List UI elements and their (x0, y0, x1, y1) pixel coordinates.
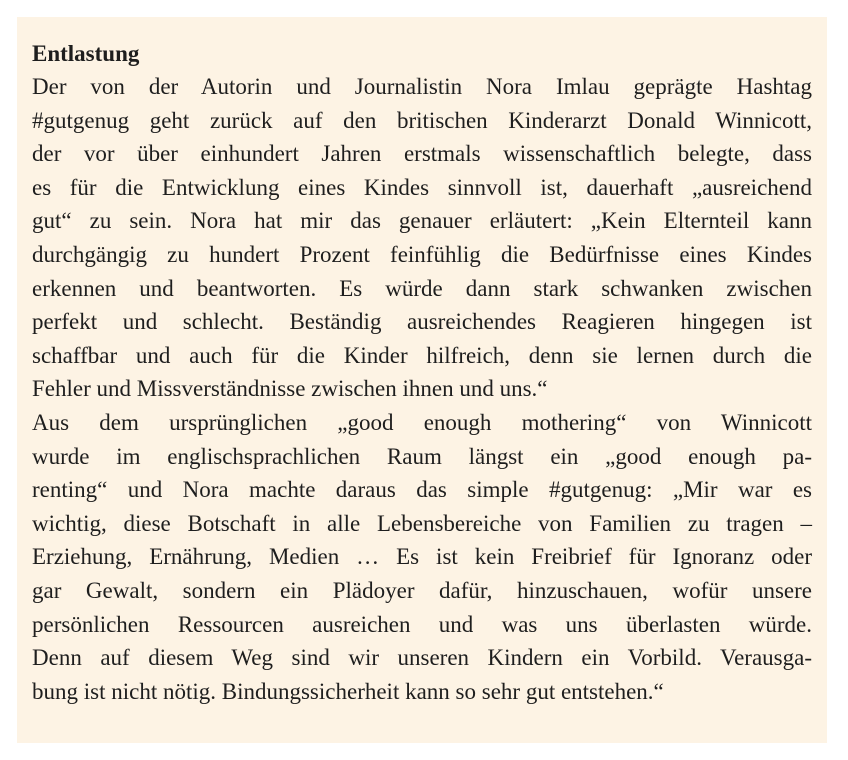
text-line: perfekt und schlecht. Beständig ausreichendes Reagieren hingegen ist (32, 309, 812, 335)
paragraph-2 (32, 406, 812, 708)
text-line: bung ist nicht nötig. Bindungssicherheit kann so sehr gut entstehen.“ (32, 678, 664, 704)
text-line: der vor über einhundert Jahren erstmals wissenschaftlich belegte, dass (32, 141, 812, 167)
text-line: Erziehung, Ernährung, Medien … Es ist kein Freibrief für Ignoranz oder (32, 544, 812, 570)
text-line: wichtig, diese Botschaft in alle Lebensbereiche von Familien zu tragen – (32, 510, 812, 536)
text-box (17, 17, 827, 743)
text-line: schaffbar und auch für die Kinder hilfreich, denn sie lernen durch die (32, 342, 812, 368)
text-line: Der von der Autorin und Journalistin Nora Imlau geprägte Hashtag (32, 74, 812, 99)
text-line: #gutgenug geht zurück auf den britischen Kinderarzt Donald Winnicott, (32, 107, 812, 133)
text-line: gar Gewalt, sondern ein Plädoyer dafür, hinzuschauen, wofür unsere (32, 577, 812, 603)
text-line: Denn auf diesem Weg sind wir unseren Kindern ein Vorbild. Verausga- (32, 645, 812, 671)
text-line: Fehler und Missverständnisse zwischen ihnen und uns.“ (32, 376, 548, 402)
text-line: wurde im englischsprachlichen Raum längst ein „good enough pa- (32, 443, 812, 469)
text-line: es für die Entwicklung eines Kindes sinnvoll ist, dauerhaft „ausreichend (32, 174, 812, 200)
text-line: gut“ zu sein. Nora hat mir das genauer erläutert: „Kein Elternteil kann (32, 208, 812, 234)
section-title: Entlastung (32, 41, 140, 66)
text-line: Aus dem ursprünglichen „good enough mothering“ von Winnicott (32, 409, 812, 435)
text-line: persönlichen Ressourcen ausreichen und was uns überlasten würde. (32, 611, 812, 637)
text-line: erkennen und beantworten. Es würde dann stark schwanken zwischen (32, 275, 812, 301)
paragraph-1 (32, 70, 812, 406)
text-line: durchgängig zu hundert Prozent feinfühlig die Bedürfnisse eines Kindes (32, 241, 812, 267)
text-line: renting“ und Nora machte daraus das simple #gutgenug: „Mir war es (32, 477, 812, 503)
